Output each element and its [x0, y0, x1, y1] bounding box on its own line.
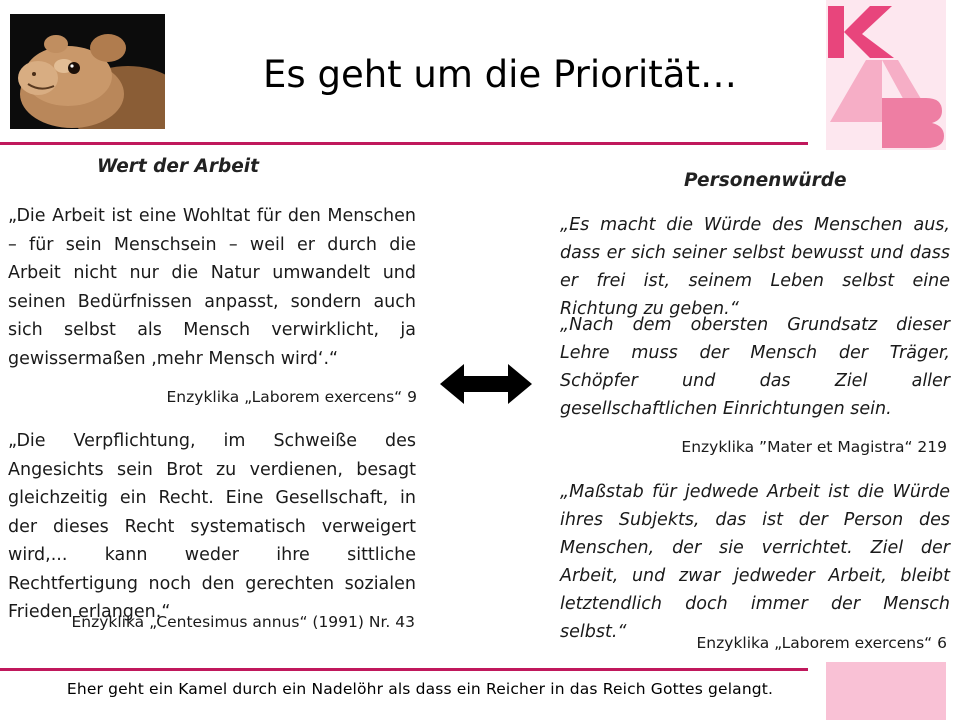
kab-logo: [826, 0, 946, 150]
footer-logo-box: [826, 662, 946, 720]
left-quote-2: „Die Verpflichtung, im Schweiße des Angesichts sein Brot zu verdienen, besagt gleichzeitig ein Recht. Eine Gesellschaft, in der dieses Recht systematisch verweigert wird,... kann weder ihre sittliche Rechtfertigung noch den gerechten sozialen Frieden erlangen.“: [8, 431, 416, 622]
left-source-2: Enzyklika „Centesimus annus“ (1991) Nr. 43: [71, 613, 415, 631]
plush-camel-photo: [10, 14, 165, 129]
right-quote-2: „Nach dem obersten Grundsatz dieser Lehre muss der Mensch der Träger, Schöpfer und das Ziel aller gesellschaftlichen Einrichtungen sein.: [560, 315, 950, 419]
left-source-1: Enzyklika „Laborem exercens“ 9: [166, 388, 417, 406]
top-divider: [0, 142, 808, 145]
right-heading: Personenwürde: [684, 170, 847, 191]
kab-logo-graphic: [826, 0, 946, 150]
right-source-2: Enzyklika ”Mater et Magistra“ 219: [681, 438, 947, 456]
left-heading: Wert der Arbeit: [97, 156, 259, 177]
left-quote-1: „Die Arbeit ist eine Wohltat für den Menschen – für sein Menschsein – weil er durch die Arbeit nicht nur die Natur umwandelt und seinen Bedürfnissen anpasst, sondern auch sich selbst als Mensch verwirklicht, ja gewissermaßen ‚mehr Mensch wird‘.“: [8, 206, 416, 369]
slide-title: Es geht um die Priorität…: [263, 53, 737, 96]
bottom-divider: [0, 668, 808, 671]
camel-image: [10, 14, 165, 129]
footer-text: Eher geht ein Kamel durch ein Nadelöhr als dass ein Reicher in das Reich Gottes gelangt.: [66, 680, 774, 698]
double-headed-arrow-icon: [440, 362, 532, 406]
right-quote-1: „Es macht die Würde des Menschen aus, dass er sich seiner selbst bewusst und dass er frei ist, seinem Leben selbst eine Richtung zu geben.“: [560, 215, 950, 319]
right-quote-3: „Maßstab für jedwede Arbeit ist die Würde ihres Subjekts, das ist der Person des Menschen, der sie verrichtet. Ziel der Arbeit, und zwar jedweder Arbeit, bleibt letztendlich doch immer der Mensch selbst.“: [560, 482, 950, 642]
right-source-3: Enzyklika „Laborem exercens“ 6: [696, 634, 947, 652]
